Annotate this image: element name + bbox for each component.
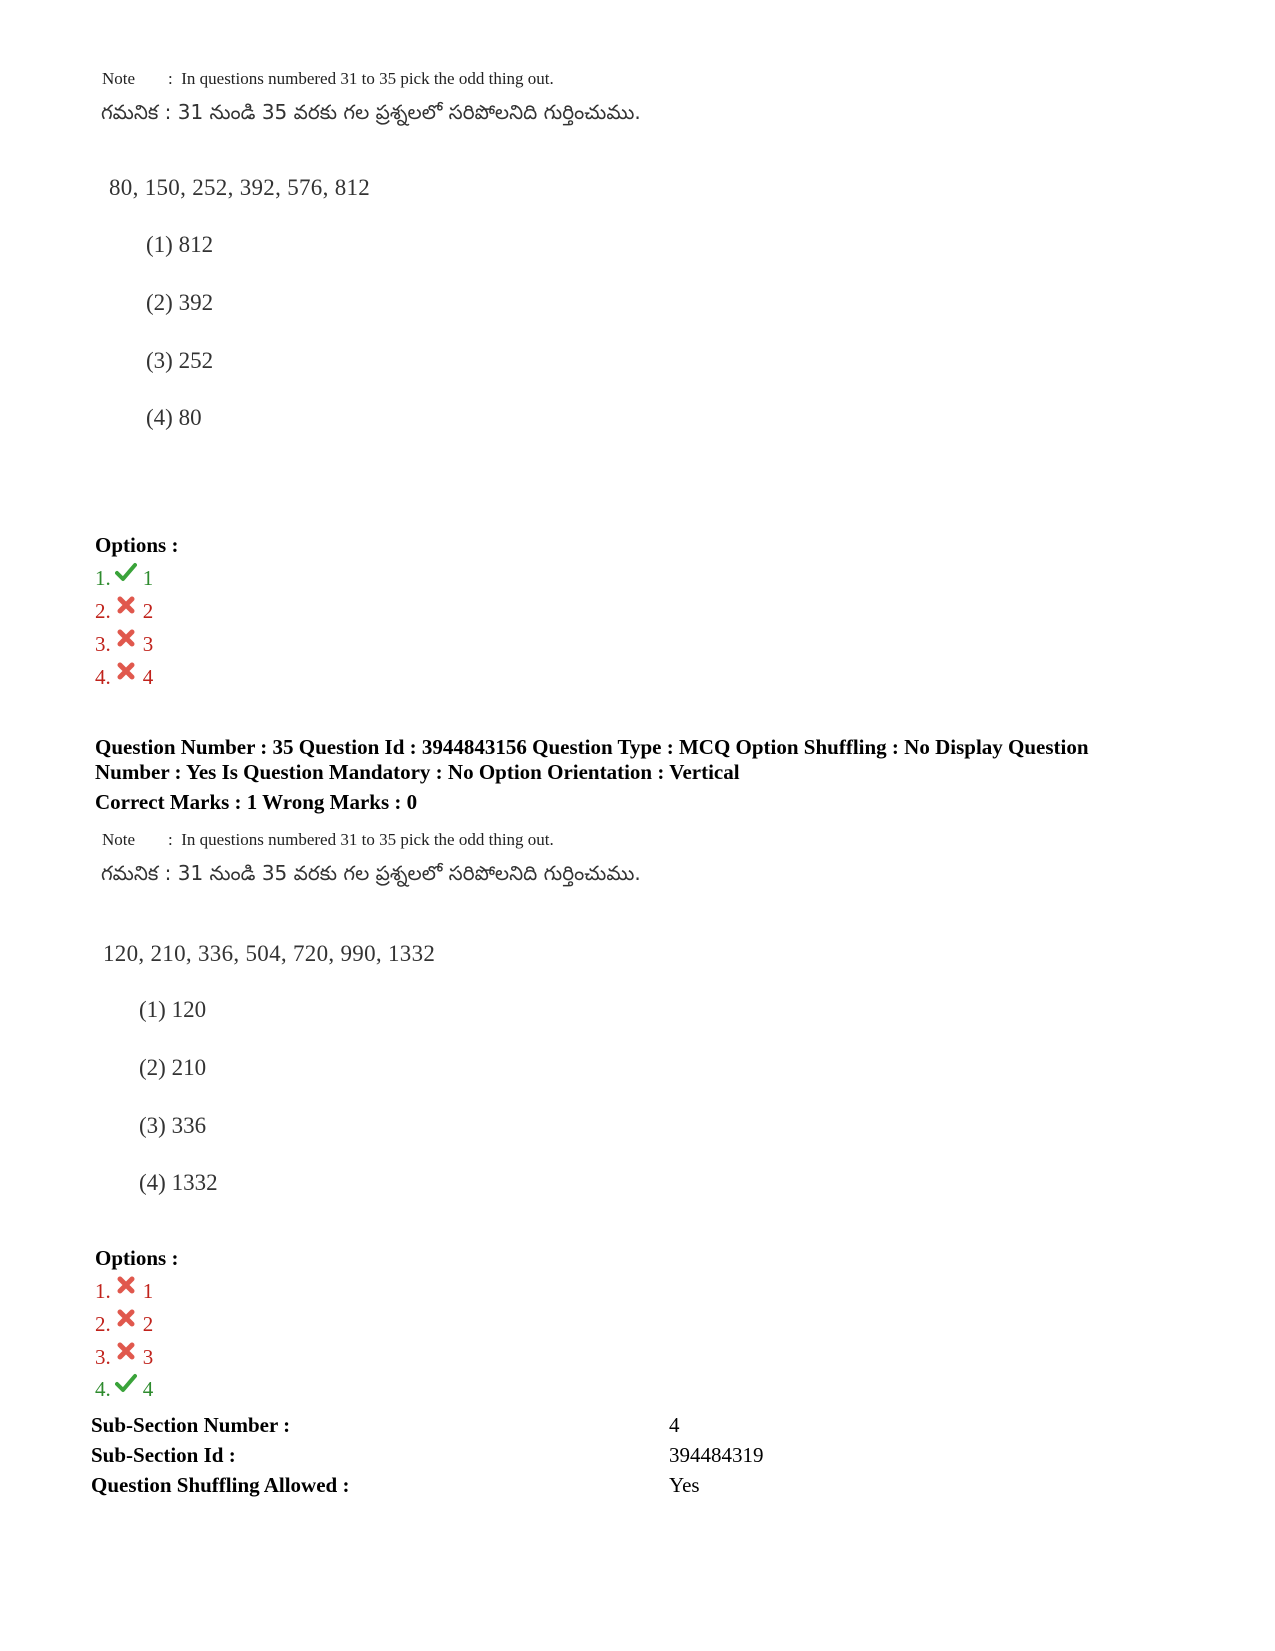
option-value: 2 [142, 599, 154, 623]
note-label: Note [102, 69, 136, 88]
question-shuffling-label: Question Shuffling Allowed : [91, 1473, 350, 1497]
cross-icon [115, 595, 137, 615]
question-series: 120, 210, 336, 504, 720, 990, 1332 [103, 941, 436, 966]
option-value: 4 [142, 1377, 154, 1401]
note-text: In questions numbered 31 to 35 pick the odd thing out. [181, 69, 554, 88]
question-meta-line-1: Question Number : 35 Question Id : 3944843156 Question Type : MCQ Option Shuffling : No Display Question [95, 735, 1089, 759]
note-english [102, 830, 554, 850]
option-value: 3 [142, 1345, 154, 1369]
cross-icon [115, 1275, 137, 1295]
option-number: 4. [95, 665, 111, 689]
option-value: 4 [142, 665, 154, 689]
option-number: 2. [95, 1312, 111, 1336]
choice-3: (3) 336 [139, 1113, 207, 1138]
note-label: Note [102, 830, 136, 849]
option-number: 1. [95, 1279, 111, 1303]
question-meta-line-2: Number : Yes Is Question Mandatory : No Option Orientation : Vertical [95, 760, 740, 784]
option-row [95, 1312, 153, 1337]
question-series: 80, 150, 252, 392, 576, 812 [109, 175, 371, 200]
cross-icon [115, 1308, 137, 1328]
check-icon [115, 562, 137, 582]
option-number: 3. [95, 1345, 111, 1369]
options-heading: Options : [95, 1246, 179, 1270]
option-row [95, 632, 153, 657]
choice-3: (3) 252 [146, 348, 214, 373]
choice-4: (4) 1332 [139, 1170, 218, 1195]
option-row [95, 1377, 153, 1402]
cross-icon [115, 661, 137, 681]
question-marks: Correct Marks : 1 Wrong Marks : 0 [95, 790, 418, 814]
note-colon: : [168, 69, 173, 88]
note-english [102, 69, 554, 89]
option-number: 2. [95, 599, 111, 623]
options-heading: Options : [95, 533, 179, 557]
option-row [95, 566, 153, 591]
question-shuffling-value: Yes [669, 1473, 700, 1497]
choice-2: (2) 392 [146, 290, 214, 315]
subsection-number-value: 4 [669, 1413, 680, 1437]
option-row [95, 1345, 153, 1370]
subsection-id-value: 394484319 [669, 1443, 764, 1467]
choice-1: (1) 120 [139, 997, 207, 1022]
option-row [95, 1279, 153, 1304]
option-value: 2 [142, 1312, 154, 1336]
note-telugu: గమనిక : 31 నుండి 35 వరకు గల ప్రశ్నలలో సరిపోలనిది గుర్తించుము. [101, 861, 641, 885]
subsection-id-label: Sub-Section Id : [91, 1443, 236, 1467]
option-row [95, 599, 153, 624]
choice-1: (1) 812 [146, 232, 214, 257]
option-value: 3 [142, 632, 154, 656]
option-row [95, 665, 153, 690]
option-number: 1. [95, 566, 111, 590]
choice-4: (4) 80 [146, 405, 202, 430]
note-text: In questions numbered 31 to 35 pick the odd thing out. [181, 830, 554, 849]
cross-icon [115, 628, 137, 648]
option-number: 3. [95, 632, 111, 656]
option-value: 1 [142, 566, 154, 590]
cross-icon [115, 1341, 137, 1361]
choice-2: (2) 210 [139, 1055, 207, 1080]
check-icon [115, 1373, 137, 1393]
note-telugu: గమనిక : 31 నుండి 35 వరకు గల ప్రశ్నలలో సరిపోలనిది గుర్తించుము. [101, 100, 641, 124]
option-value: 1 [142, 1279, 154, 1303]
option-number: 4. [95, 1377, 111, 1401]
note-colon: : [168, 830, 173, 849]
subsection-number-label: Sub-Section Number : [91, 1413, 291, 1437]
